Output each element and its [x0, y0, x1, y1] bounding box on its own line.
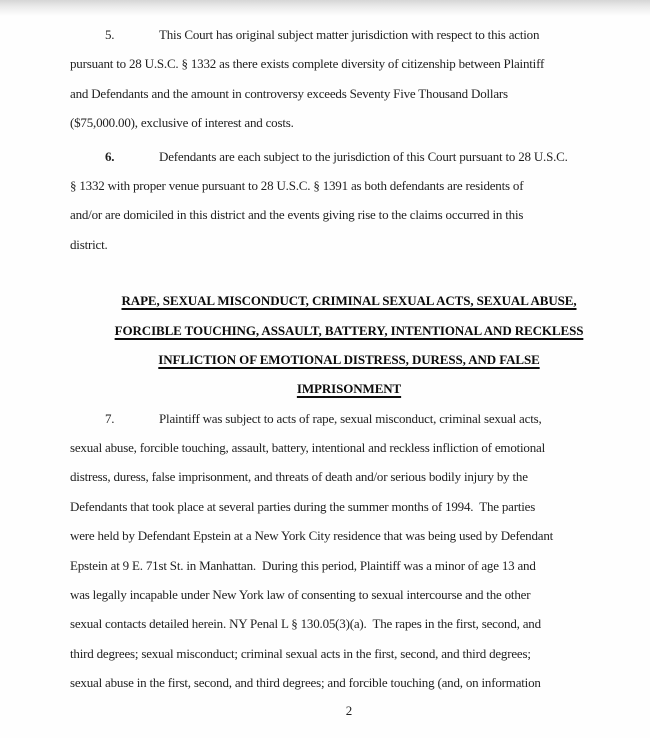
paragraph-number: 7. — [105, 410, 115, 426]
text-line: distress, duress, false imprisonment, and threats of death and/or serious bodily injury by the — [70, 469, 528, 485]
text-line: Defendants that took place at several parties during the summer months of 1994. The parties — [70, 498, 536, 514]
text-line: Epstein at 9 E. 71st St. in Manhattan. During this period, Plaintiff was a minor of age 13 and — [70, 557, 536, 573]
paragraph-6 — [70, 142, 628, 260]
text-line: was legally incapable under New York law of consenting to sexual intercourse and the other — [70, 587, 531, 603]
paragraph-number: 6. — [105, 148, 115, 164]
text-line: sexual abuse in the first, second, and third degrees; and forcible touching (and, on information — [70, 675, 541, 691]
heading-text: RAPE, SEXUAL MISCONDUCT, CRIMINAL SEXUAL ACTS, SEXUAL ABUSE, — [121, 293, 577, 309]
text-line: pursuant to 28 U.S.C. § 1332 as there exists complete diversity of citizenship between Plaintiff — [70, 56, 545, 72]
text-line: § 1332 with proper venue pursuant to 28 U.S.C. § 1391 as both defendants are residents of — [70, 177, 524, 193]
paragraph-7 — [70, 404, 628, 698]
heading-line — [70, 286, 628, 315]
text-run: This Court has original subject matter jurisdiction with respect to this action — [159, 27, 540, 42]
heading-text: IMPRISONMENT — [296, 381, 402, 397]
heading-line — [70, 316, 628, 345]
text-line: and Defendants and the amount in controversy exceeds Seventy Five Thousand Dollars — [70, 85, 508, 101]
text-line: sexual abuse, forcible touching, assault, battery, intentional and reckless infliction of emotional — [70, 440, 546, 456]
section-heading — [70, 286, 628, 404]
heading-line — [70, 374, 628, 403]
heading-line — [70, 345, 628, 374]
text-line: third degrees; sexual misconduct; criminal sexual acts in the first, second, and third degrees; — [70, 645, 531, 661]
text-line: and/or are domiciled in this district and the events giving rise to the claims occurred in this — [70, 207, 524, 223]
scan-top-shadow — [0, 0, 650, 16]
text-line — [70, 20, 628, 49]
text-run: Plaintiff was subject to acts of rape, sexual misconduct, criminal sexual acts, — [159, 410, 542, 426]
paragraph-5 — [70, 20, 628, 138]
page-number: 2 — [345, 702, 353, 718]
text-line: sexual contacts detailed herein. NY Penal L § 130.05(3)(a). The rapes in the first, second, and — [70, 616, 541, 632]
text-line: ($75,000.00), exclusive of interest and costs. — [70, 115, 294, 131]
text-line: were held by Defendant Epstein at a New York City residence that was being used by Defendant — [70, 528, 554, 544]
text-line: district. — [70, 236, 108, 252]
document-body — [70, 20, 628, 722]
paragraph-number: 5. — [105, 27, 115, 42]
text-line — [70, 142, 628, 171]
heading-text: FORCIBLE TOUCHING, ASSAULT, BATTERY, INTENTIONAL AND RECKLESS — [114, 322, 584, 338]
text-line — [70, 404, 628, 433]
text-run: Defendants are each subject to the jurisdiction of this Court pursuant to 28 U.S.C. — [159, 148, 568, 164]
heading-text: INFLICTION OF EMOTIONAL DISTRESS, DURESS, AND FALSE — [158, 351, 540, 367]
